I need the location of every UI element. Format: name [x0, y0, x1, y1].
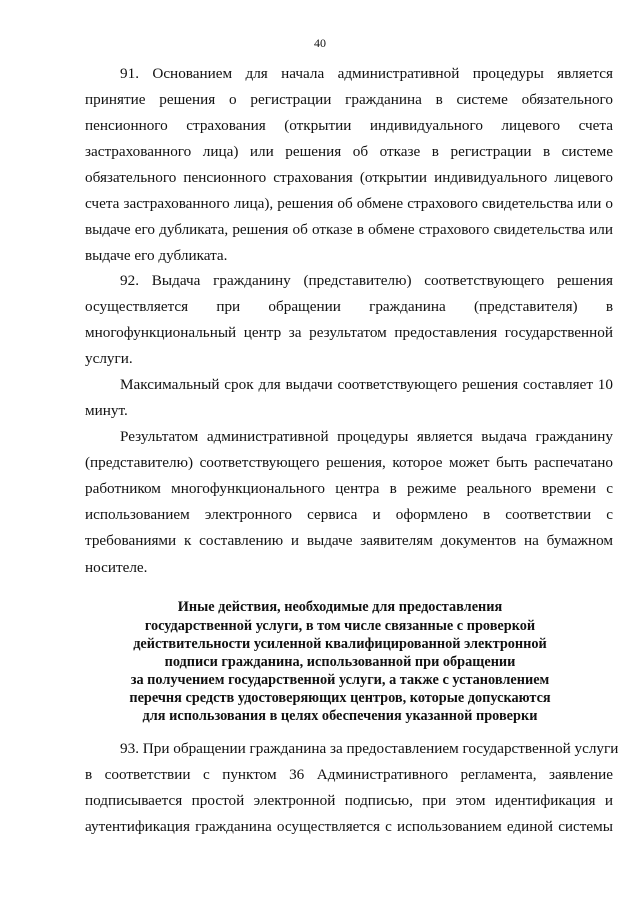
text-line: минут.	[85, 402, 128, 419]
text-line: обязательного пенсионного страхования (открытии индивидуального лицевого	[85, 169, 613, 186]
page-number: 40	[314, 36, 326, 50]
text-line: (представителю) соответствующего решения, которое может быть распечатано	[85, 454, 613, 471]
text-line: пенсионного страхования (открытии индивидуального лицевого счета	[85, 117, 613, 134]
heading-line: подписи гражданина, использованной при обращении	[164, 654, 516, 670]
text-line: 91. Основанием для начала административной процедуры является	[120, 65, 613, 82]
text-line: застрахованного лица) или решения об отказе в регистрации в системе	[85, 143, 613, 160]
heading-line: перечня средств удостоверяющих центров, которые допускаются	[129, 690, 551, 706]
text-line: требованиями к составлению и выдаче заявителям документов на бумажном	[85, 532, 613, 549]
text-line: Максимальный срок для выдачи соответствующего решения составляет 10	[120, 376, 613, 393]
heading-line: действительности усиленной квалифицированной электронной	[133, 636, 547, 652]
text-line: работником многофункционального центра в режиме реального времени с	[85, 480, 613, 497]
text-line: выдаче его дубликата, решения об отказе в обмене страхового свидетельства или	[85, 221, 613, 238]
text-line: использованием электронного сервиса и оформлено в соответствии с	[85, 506, 613, 523]
text-line: многофункциональный центр за результатом предоставления государственной	[85, 324, 613, 341]
text-line: 92. Выдача гражданину (представителю) соответствующего решения	[120, 272, 613, 289]
text-line: носителе.	[85, 559, 148, 576]
heading-line: за получением государственной услуги, а также с установлением	[130, 672, 550, 688]
text-line: аутентификация гражданина осуществляется с использованием единой системы	[85, 818, 613, 835]
text-line: в соответствии с пунктом 36 Административного регламента, заявление	[85, 766, 613, 783]
text-line: 93. При обращении гражданина за предоставлением государственной услуги	[120, 740, 619, 757]
heading-line: Иные действия, необходимые для предоставления	[177, 599, 503, 615]
text-line: счета застрахованного лица), решения об обмене страхового свидетельства или о	[85, 195, 613, 212]
heading-line: государственной услуги, в том числе связанные с проверкой	[144, 618, 536, 634]
heading-line: для использования в целях обеспечения указанной проверки	[142, 708, 538, 724]
text-line: принятие решения о регистрации гражданина в системе обязательного	[85, 91, 613, 108]
text-line: услуги.	[85, 350, 133, 367]
text-line: подписывается простой электронной подписью, при этом идентификация и	[85, 792, 613, 809]
text-line: осуществляется при обращении гражданина (представителя) в	[85, 298, 613, 315]
text-line: выдаче его дубликата.	[85, 247, 228, 264]
text-line: Результатом административной процедуры является выдача гражданину	[120, 428, 613, 445]
